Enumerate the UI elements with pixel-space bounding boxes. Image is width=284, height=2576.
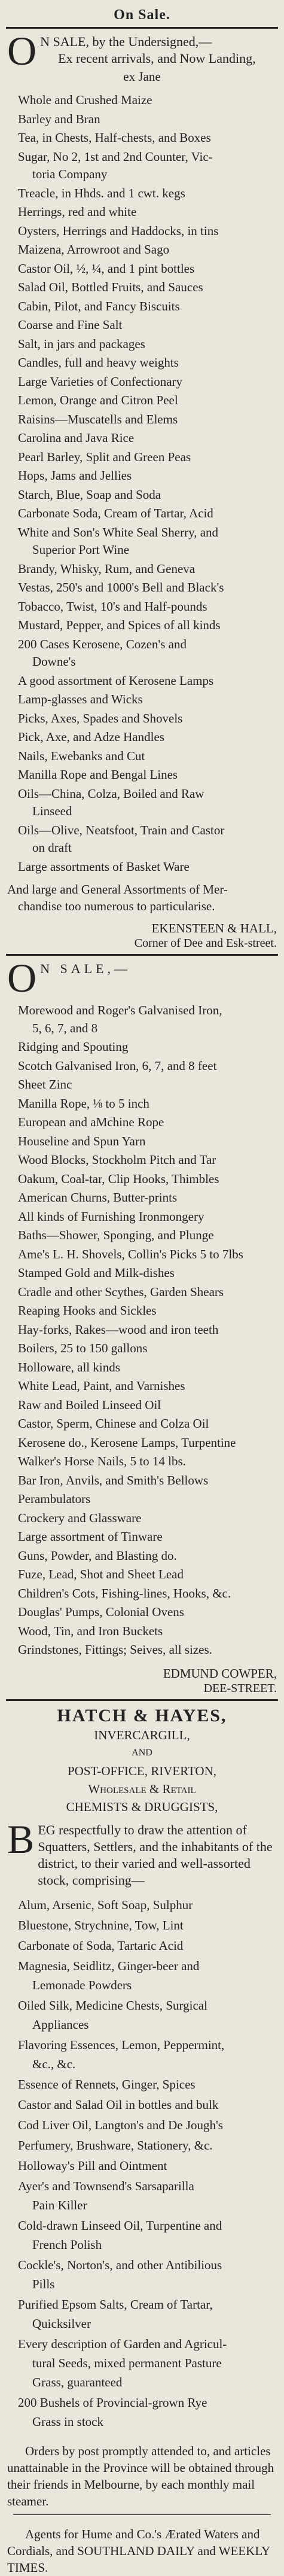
list-item: Sugar, No 2, 1st and 2nd Counter, Vic- [18, 149, 213, 164]
list-item: Nails, Ewebanks and Cut [18, 748, 145, 763]
list-item: Bluestone, Strychnine, Tow, Lint [18, 1917, 184, 1932]
list-item: Baths—Shower, Sponging, and Plunge [18, 1228, 214, 1242]
list-item: Wood Blocks, Stockholm Pitch and Tar [18, 1153, 216, 1167]
list-item: European and aMchine Rope [18, 1115, 164, 1129]
list-item: American Churns, Butter-prints [18, 1190, 178, 1205]
list-item: &c., &c. [32, 2056, 76, 2071]
list-item: Picks, Axes, Spades and Shovels [18, 711, 183, 725]
ad-lead [7, 955, 277, 1001]
list-item: Grass in stock [32, 2414, 103, 2429]
list-item: Oils—Olive, Neatsfoot, Train and Castor [18, 822, 225, 837]
list-item: Carolina and Java Rice [18, 431, 135, 445]
lead-text [40, 33, 277, 67]
list-item: Maizena, Arrowroot and Sago [18, 242, 170, 257]
list-item: Tea, in Chests, Half-chests, and Boxes [18, 130, 211, 145]
list-item: Magnesia, Seidlitz, Ginger-beer and [18, 1958, 200, 1973]
signature: EDMUND COWPER, [163, 1666, 277, 1681]
list-item: Barley and Bran [18, 111, 100, 126]
list-item: Carbonate Soda, Cream of Tartar, Acid [18, 506, 213, 520]
list-item: Vestas, 250's and 1000's Bell and Black's [18, 580, 224, 595]
list-item: White Lead, Paint, and Varnishes [18, 1379, 185, 1393]
list-item: Crockery and Glassware [18, 1510, 142, 1525]
list-item: Holloware, all kinds [18, 1359, 120, 1374]
item-list [18, 1001, 277, 1660]
list-item: Guns, Powder, and Blasting do. [18, 1548, 177, 1563]
list-item: 5, 6, 7, and 8 [32, 1020, 98, 1035]
list-item: Brandy, Whisky, Rum, and Geneva [18, 561, 196, 576]
list-item: A good assortment of Kerosene Lamps [18, 673, 214, 688]
firm-name: HATCH & HAYES, [57, 1705, 227, 1726]
list-item: Castor, Sperm, Chinese and Colza Oil [18, 1416, 209, 1431]
list-item: Raw and Boiled Linseed Oil [18, 1397, 161, 1412]
ad-lead [7, 28, 277, 74]
agents-paragraph: Agents for Hume and Co.'s Ærated Waters and Cordials, and SOUTHLAND DAILY and WEEKLY TIMES. [7, 2526, 270, 2575]
drop-cap: O [7, 28, 37, 74]
item-list [18, 1895, 277, 2432]
trade-line: Wholesale & Retail [88, 1781, 196, 1796]
list-item: Boilers, 25 to 150 gallons [18, 1341, 148, 1355]
list-item: Mustard, Pepper, and Spices of all kinds [18, 618, 221, 632]
list-item: 200 Cases Kerosene, Cozen's and [18, 636, 187, 651]
list-item: Flavoring Essences, Lemon, Peppermint, [18, 2037, 225, 2052]
list-item: Lemon, Orange and Citron Peel [18, 393, 178, 407]
list-item: Children's Cots, Fishing-lines, Hooks, &c. [18, 1586, 231, 1601]
address: DEE-STREET. [203, 1681, 277, 1695]
list-item: Houseline and Spun Yarn [18, 1133, 146, 1148]
list-item: Scotch Galvanised Iron, 6, 7, and 8 feet [18, 1058, 217, 1073]
list-item: Stamped Gold and Milk-dishes [18, 1266, 175, 1280]
closing-line: chandise too numerous to particularise. [18, 899, 215, 913]
list-item: Cabin, Pilot, and Fancy Biscuits [18, 298, 180, 313]
list-item: tural Seeds, mixed permanent Pasture [32, 2355, 222, 2370]
list-item: Downe's [32, 654, 76, 669]
list-item: All kinds of Furnishing Ironmongery [18, 1209, 204, 1224]
signature: EKENSTEEN & HALL, [151, 921, 277, 935]
list-item: Reaping Hooks and Sickles [18, 1303, 157, 1318]
list-item: Ridging and Spouting [18, 1039, 129, 1054]
profession-line: CHEMISTS & DRUGGISTS, [66, 1799, 218, 1814]
list-item: Holloway's Pill and Ointment [18, 2158, 167, 2173]
list-item: Oysters, Herrings and Haddocks, in tins [18, 223, 219, 238]
list-item: Essence of Rennets, Ginger, Spices [18, 2077, 196, 2092]
lead-text: N SALE,— [40, 961, 131, 976]
list-item: Large assortment of Tinware [18, 1529, 163, 1544]
list-item: Castor Oil, ½, ¼, and 1 pint bottles [18, 261, 195, 276]
list-item: Salad Oil, Bottled Fruits, and Sauces [18, 280, 203, 294]
list-item: Ame's L. H. Shovels, Collin's Picks 5 to 7lbs [18, 1246, 243, 1261]
list-item: Pick, Axe, and Adze Handles [18, 730, 164, 744]
ad-lead [7, 1816, 277, 1889]
list-item: Starch, Blue, Soap and Soda [18, 487, 161, 502]
list-item: Salt, in jars and packages [18, 336, 145, 351]
list-item: Kerosene do., Kerosene Lamps, Turpentine [18, 1435, 236, 1450]
list-item: Superior Port Wine [32, 542, 130, 557]
list-item: Lamp-glasses and Wicks [18, 692, 143, 706]
list-item: Grass, guaranteed [32, 2374, 123, 2389]
closing-text [7, 881, 277, 914]
page [0, 7, 284, 2575]
divider [13, 2514, 271, 2515]
ad-edmund-cowper [0, 955, 284, 1696]
drop-cap: B [7, 1816, 35, 1862]
ad-ekensteen-hall [0, 28, 284, 950]
list-item: on draft [32, 840, 72, 855]
list-item: Pain Killer [32, 2197, 87, 2212]
list-item: Appliances [32, 2017, 89, 2032]
list-item: Herrings, red and white [18, 205, 137, 219]
list-item: Pills [32, 2276, 55, 2291]
list-item: Walker's Horse Nails, 5 to 14 lbs. [18, 1454, 186, 1468]
list-item: Large assortments of Basket Ware [18, 859, 190, 874]
list-item: Morewood and Roger's Galvanised Iron, [18, 1003, 222, 1017]
list-item: White and Son's White Seal Sherry, and [18, 525, 219, 539]
list-item: toria Company [32, 167, 108, 181]
list-item: Fuze, Lead, Shot and Sheet Lead [18, 1567, 184, 1581]
list-item: Wood, Tin, and Iron Buckets [18, 1623, 163, 1638]
list-item: Oiled Silk, Medicine Chests, Surgical [18, 1998, 207, 2013]
list-item: Manilla Rope, ⅛ to 5 inch [18, 1096, 149, 1111]
list-item: Manilla Rope and Bengal Lines [18, 767, 178, 782]
location: INVERCARGILL, [94, 1727, 190, 1742]
list-item: Treacle, in Hhds. and 1 cwt. kegs [18, 185, 185, 200]
list-item: Linseed [32, 804, 72, 818]
list-item: Large Varieties of Confectionary [18, 374, 183, 389]
list-item: Perfumery, Brushware, Stationery, &c. [18, 2138, 213, 2153]
list-item: Carbonate of Soda, Tartaric Acid [18, 1938, 184, 1953]
orders-paragraph: Orders by post promptly attended to, and articles unattainable in the Province will be obtained through their friends in Melbourne, by each monthly mail steamer. [7, 2443, 274, 2508]
list-item: Cold-drawn Linseed Oil, Turpentine and [18, 2218, 222, 2233]
list-item: Cockle's, Norton's, and other Antibilious [18, 2257, 222, 2272]
list-item: Cradle and other Scythes, Garden Shears [18, 1284, 224, 1299]
lead-line: N SALE, by the Undersigned,— [40, 34, 212, 49]
divider [6, 1699, 278, 1701]
list-item: Sheet Zinc [18, 1077, 72, 1092]
location: POST-OFFICE, RIVERTON, [67, 1763, 217, 1778]
list-item: Alum, Arsenic, Soft Soap, Sulphur [18, 1897, 193, 1912]
list-item: Oils—China, Colza, Boiled and Raw [18, 786, 204, 801]
list-item: Candles, full and heavy weights [18, 355, 179, 370]
page-title: On Sale. [114, 7, 170, 23]
list-item: Hay-forks, Rakes—wood and iron teeth [18, 1322, 219, 1337]
arrivals-line: Ex recent arrivals, and Now Landing, [58, 51, 256, 66]
list-item: Castor and Salad Oil in bottles and bulk [18, 2097, 219, 2112]
list-item: Grindstones, Fittings; Seives, all sizes. [18, 1642, 212, 1657]
list-item: Cod Liver Oil, Langton's and De Jough's [18, 2117, 223, 2132]
list-item: French Polish [32, 2237, 102, 2252]
list-item: Purified Epsom Salts, Cream of Tartar, [18, 2297, 213, 2312]
list-item: Coarse and Fine Salt [18, 318, 123, 332]
lead-text: EG respectfully to draw the attention of Squatters, Settlers, and the inhabitants of the district, to their varied and well-assorted stock, comprising— [38, 1822, 273, 1888]
list-item: Perambulators [18, 1492, 91, 1506]
ship-line: ex Jane [123, 69, 161, 84]
list-item: 200 Bushels of Provincial-grown Rye [18, 2395, 207, 2410]
item-list [18, 91, 277, 876]
address: Corner of Dee and Esk-street. [134, 937, 277, 950]
drop-cap: O [7, 955, 37, 1001]
closing-line: And large and General Assortments of Mer- [7, 882, 228, 897]
list-item: Whole and Crushed Maize [18, 93, 152, 107]
divider [6, 954, 278, 956]
list-item: Tobacco, Twist, 10's and Half-pounds [18, 599, 207, 614]
ad-hatch-hayes [0, 1706, 284, 2576]
conjunction: AND [132, 1747, 152, 1758]
list-item: Every description of Garden and Agricul- [18, 2336, 227, 2351]
divider [6, 27, 278, 29]
list-item: Ayer's and Townsend's Sarsaparilla [18, 2178, 194, 2193]
list-item: Lemonade Powders [32, 1977, 132, 1992]
list-item: Bar Iron, Anvils, and Smith's Bellows [18, 1473, 209, 1487]
list-item: Douglas' Pumps, Colonial Ovens [18, 1605, 184, 1619]
list-item: Quicksilver [32, 2316, 91, 2331]
list-item: Oakum, Coal-tar, Clip Hooks, Thimbles [18, 1171, 219, 1186]
list-item: Pearl Barley, Split and Green Peas [18, 449, 191, 464]
list-item: Raisins—Muscatells and Elems [18, 411, 178, 426]
list-item: Hops, Jams and Jellies [18, 468, 132, 483]
